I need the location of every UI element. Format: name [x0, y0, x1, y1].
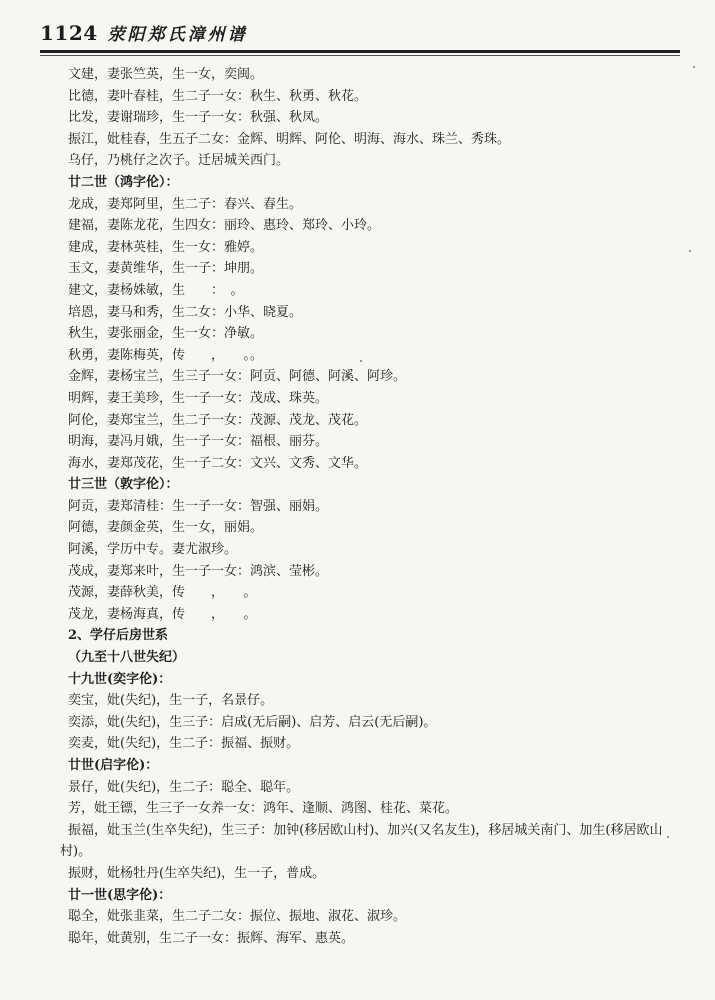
genealogy-entry: 玉文，妻黄维华，生一子：坤朋。	[68, 261, 264, 277]
genealogy-entry: 振福，妣玉兰(生卒失纪)，生三子：加钟(移居欧山村)、加兴(又名友生)，移居城关南门、加生(移居欧山村)。	[60, 822, 663, 860]
genealogy-entry: 阿德，妻颜金英，生一女，丽娟。	[68, 520, 264, 536]
section-heading: 十九世(奕字伦)：	[68, 671, 172, 687]
genealogy-entry: 比德，妻叶春桂，生二子一女：秋生、秋勇、秋花。	[68, 88, 368, 104]
genealogy-entry: 奕宝，妣(失纪)，生一子，名景仔。	[68, 693, 274, 709]
running-title: 荥阳郑氏漳州谱	[107, 25, 248, 45]
genealogy-entry: 秋生，妻张丽金，生一女：净敏。	[68, 326, 264, 342]
genealogy-entry: 振财，妣杨牡丹(生卒失纪)，生一子，普成。	[68, 865, 326, 881]
genealogy-entry: 茂成，妻郑来叶，生一子一女：鸿滨、莹彬。	[68, 563, 329, 579]
section-heading: 廿一世(思字伦)：	[68, 887, 172, 903]
section-heading: 廿三世（敦字伦）：	[68, 477, 179, 493]
genealogy-entry: 秋勇，妻陈梅英，传 ， 。。	[68, 347, 264, 363]
genealogy-entry: 海水，妻郑茂花，生一子二女：文兴、文秀、文华。	[68, 455, 368, 471]
page-header	[40, 20, 680, 48]
genealogy-entry: 文建，妻张竺英，生一女，奕闽。	[68, 67, 264, 82]
scan-speck	[693, 66, 695, 68]
genealogy-entry: 聪年，妣黄别，生二子一女：振辉、海军、惠英。	[68, 930, 355, 946]
genealogy-entry: 乌仔，乃桃仔之次子。迁居城关西门。	[68, 153, 290, 169]
genealogy-entry: 芳，妣王镖，生三子一女养一女：鸿年、逢顺、鸿图、桂花、菜花。	[68, 801, 459, 817]
page-number: 1124	[40, 21, 98, 45]
scan-speck	[689, 250, 691, 252]
genealogy-entry: 聪全，妣张韭菜，生二子二女：振位、振地、淑花、淑珍。	[68, 909, 407, 925]
scan-speck	[667, 836, 669, 838]
genealogy-entry: 振江，妣桂春，生五子二女：金辉、明辉、阿伦、明海、海水、珠兰、秀珠。	[68, 131, 511, 147]
genealogy-entry: 培恩，妻马和秀，生二女：小华、晓夏。	[68, 304, 303, 320]
genealogy-entry: 龙成，妻郑阿里，生二子：春兴、春生。	[68, 196, 303, 212]
section-heading: 廿二世（鸿字伦）：	[68, 174, 179, 190]
genealogy-entry: 景仔，妣(失纪)，生二子：聪全、聪年。	[68, 779, 300, 795]
genealogy-entry: 建成，妻林英桂，生一女：雅婷。	[68, 239, 264, 255]
genealogy-entry: 阿溪，学历中专。妻尤淑珍。	[68, 542, 238, 558]
genealogy-entry: 奕麦，妣(失纪)，生二子：振福、振财。	[68, 736, 300, 752]
genealogy-entry: 阿贡，妻郑清桂：生一子一女：智强、丽娟。	[68, 498, 329, 514]
section-heading: 廿世(启字伦)：	[68, 758, 159, 773]
genealogy-entry: 建文，妻杨姝敏，生 ： 。	[68, 282, 244, 298]
genealogy-entry: 建福，妻陈龙花，生四女：丽玲、惠玲、郑玲、小玲。	[68, 218, 381, 234]
header-rule-thin	[40, 55, 680, 56]
genealogy-entry: 奕添，妣(失纪)，生三子：启成(无后嗣)、启芳、启云(无后嗣)。	[68, 714, 437, 730]
genealogy-entry: 茂龙，妻杨海真，传 ， 。	[68, 606, 257, 622]
scan-speck	[360, 360, 362, 362]
genealogy-entry: 金辉，妻杨宝兰，生三子一女：阿贡、阿德、阿溪、阿珍。	[68, 369, 407, 385]
genealogy-entry: 明辉，妻王美珍，生一子一女：茂成、珠英。	[68, 390, 329, 406]
genealogy-entry: 比发，妻谢瑞珍，生一子一女：秋强、秋凤。	[68, 110, 329, 126]
section-heading: （九至十八世失纪）	[68, 650, 186, 666]
genealogy-entry: 阿伦，妻郑宝兰，生二子一女：茂源、茂龙、茂花。	[68, 412, 368, 428]
genealogy-text	[60, 64, 690, 949]
genealogy-entry: 茂源，妻薛秋美，传 ， 。	[68, 585, 257, 601]
header-rule-thick	[40, 50, 680, 53]
genealogy-entry: 明海，妻冯月娥，生一子一女：福根、丽芬。	[68, 434, 329, 450]
section-heading: 2、学仔后房世系	[68, 628, 169, 644]
